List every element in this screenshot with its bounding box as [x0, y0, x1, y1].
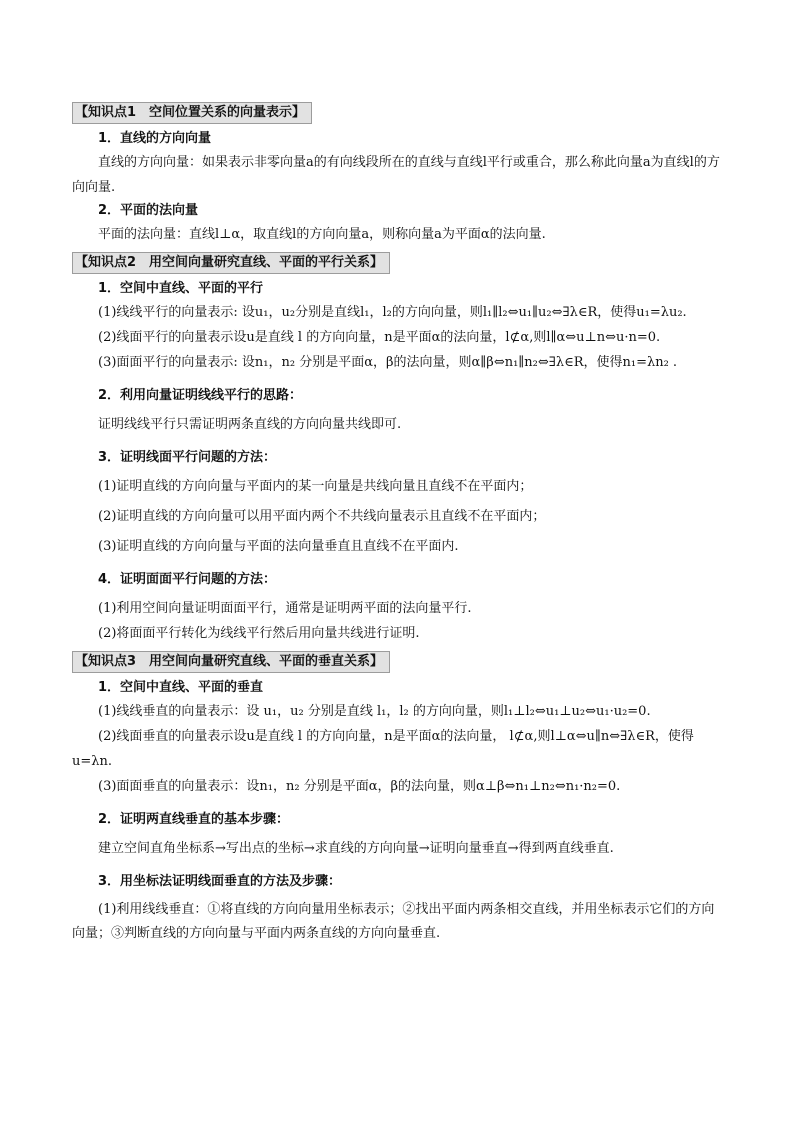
section2-item3-p1: (1)证明直线的方向向量与平面内的某一向量是共线向量且直线不在平面内； — [98, 479, 533, 494]
section1-header: 【知识点1 空间位置关系的向量表示】 — [72, 102, 312, 124]
section1-item2-title: 2．平面的法向量 — [98, 203, 199, 218]
section2-header: 【知识点2 用空间向量研究直线、平面的平行关系】 — [72, 252, 390, 274]
section2-item4-title: 4．证明面面平行问题的方法： — [98, 572, 277, 587]
section2-item4-p1: (1)利用空间向量证明面面平行，通常是证明两平面的法向量平行. — [98, 601, 472, 616]
section2-item1-p1: (1)线线平行的向量表示: 设u₁，u₂分别是直线l₁，l₂的方向向量，则l₁∥l₂⇔u₁∥u₂⇔∃λ∈R，使得u₁=λu₂. — [98, 305, 687, 320]
section2-item2-title: 2．利用向量证明线线平行的思路： — [98, 388, 303, 403]
section1-item1-text: 直线的方向向量：如果表示非零向量a的有向线段所在的直线与直线l平行或重合，那么称此向量a为直线l的方向向量. — [72, 155, 720, 195]
section3-item1-title: 1．空间中直线、平面的垂直 — [98, 680, 264, 695]
section1-item1-title: 1．直线的方向向量 — [98, 131, 212, 146]
section3-item3-p1: (1)利用线线垂直：①将直线的方向向量用坐标表示；②找出平面内两条相交直线，并用坐标表示它们的方向向量；③判断直线的方向向量与平面内两条直线的方向向量垂直. — [72, 902, 715, 941]
section3-item1-p3: (3)面面垂直的向量表示：设n₁，n₂ 分别是平面α，β的法向量，则α⊥β⇔n₁⊥n₂⇔n₁·n₂=0. — [98, 779, 621, 794]
section2-item1-title: 1．空间中直线、平面的平行 — [98, 281, 264, 296]
section2-item3-p3: (3)证明直线的方向向量与平面的法向量垂直且直线不在平面内. — [98, 539, 459, 554]
section2-item4-p2: (2)将面面平行转化为线线平行然后用向量共线进行证明. — [98, 626, 420, 641]
section3-item3-title: 3．用坐标法证明线面垂直的方法及步骤： — [98, 874, 342, 889]
section3-header: 【知识点3 用空间向量研究直线、平面的垂直关系】 — [72, 651, 390, 673]
section3-item2-title: 2．证明两直线垂直的基本步骤： — [98, 812, 290, 827]
section1-item2-text: 平面的法向量：直线l⊥α，取直线l的方向向量a，则称向量a为平面α的法向量. — [98, 227, 546, 242]
section2-item1-p3: (3)面面平行的向量表示: 设n₁，n₂ 分别是平面α，β的法向量，则α∥β⇔n₁∥n₂⇔∃λ∈R，使得n₁=λn₂ . — [98, 355, 678, 370]
section3-item1-p1: (1)线线垂直的向量表示：设 u₁，u₂ 分别是直线 l₁，l₂ 的方向向量，则l₁⊥l₂⇔u₁⊥u₂⇔u₁·u₂=0. — [98, 704, 651, 719]
document-content — [72, 102, 722, 946]
section3-item2-text: 建立空间直角坐标系→写出点的坐标→求直线的方向向量→证明向量垂直→得到两直线垂直. — [98, 841, 614, 856]
section2-item2-text: 证明线线平行只需证明两条直线的方向向量共线即可. — [98, 417, 402, 432]
section2-item1-p2: (2)线面平行的向量表示设u是直线 l 的方向向量，n是平面α的法向量，l⊄α,则l∥α⇔u⊥n⇔u·n=0. — [98, 330, 661, 345]
section2-item3-p2: (2)证明直线的方向向量可以用平面内两个不共线向量表示且直线不在平面内； — [98, 509, 546, 524]
section3-item1-p2: (2)线面垂直的向量表示设u是直线 l 的方向向量，n是平面α的法向量， l⊄α,则l⊥α⇔u∥n⇔∃λ∈R，使得u=λn. — [72, 729, 694, 769]
section2-item3-title: 3．证明线面平行问题的方法： — [98, 450, 277, 465]
